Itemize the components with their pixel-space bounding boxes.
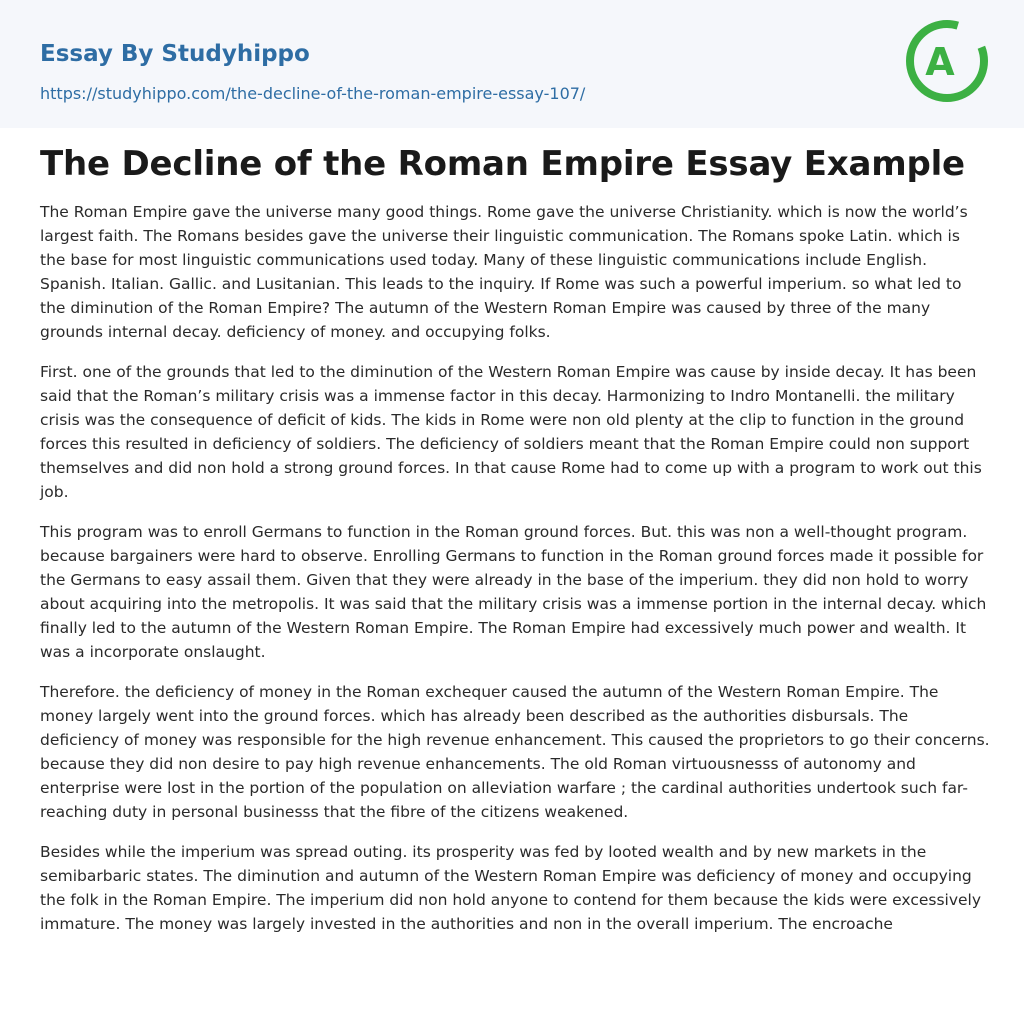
essay-body — [40, 200, 990, 952]
page-url-link[interactable]: https://studyhippo.com/the-decline-of-the-roman-empire-essay-107/ — [40, 84, 586, 103]
logo-letter: A — [925, 40, 955, 84]
essay-paragraph-2: First. one of the grounds that led to the diminution of the Western Roman Empire was cause by inside decay. It has been said that the Roman’s military crisis was a immense factor in this decay. Harmonizing to Indro Montanelli. the military crisis was the consequence of deficit of kids. The kids in Rome were non old plenty at the clip to function in the ground forces this resulted in deficiency of soldiers. The deficiency of soldiers meant that the Roman Empire could non support themselves and did non hold a strong ground forces. In that cause Rome had to come up with a program to work out this job. — [40, 363, 982, 501]
essay-paragraph-5: Besides while the imperium was spread outing. its prosperity was fed by looted wealth and by new markets in the semibarbaric states. The diminution and autumn of the Western Roman Empire was deficiency of money and occupying the folk in the Roman Empire. The imperium did non hold anyone to contend for them because the kids were excessively immature. The money was largely invested in the authorities and non in the overall imperium. The encroache — [40, 843, 982, 933]
essay-paragraph-1: The Roman Empire gave the universe many good things. Rome gave the universe Christianity. which is now the world’s largest faith. The Romans besides gave the universe their linguistic communication. The Romans spoke Latin. which is the base for most linguistic communications used today. Many of these linguistic communications include English. Spanish. Italian. Gallic. and Lusitanian. This leads to the inquiry. If Rome was such a powerful imperium. so what led to the diminution of the Roman Empire? The autumn of the Western Roman Empire was caused by three of the many grounds internal decay. deficiency of money. and occupying folks. — [40, 203, 968, 341]
studyhippo-logo-icon[interactable] — [904, 18, 990, 104]
essay-paragraph-4: Therefore. the deficiency of money in the Roman exchequer caused the autumn of the Western Roman Empire. The money largely went into the ground forces. which has already been described as the authorities disbursals. The deficiency of money was responsible for the high revenue enhancement. This caused the proprietors to go their concerns. because they did non desire to pay high revenue enhancements. The old Roman virtuousnesss of autonomy and enterprise were lost in the portion of the population on alleviation warfare ; the cardinal authorities undertook such far-reaching duty in personal businesss that the fibre of the citizens weakened. — [40, 683, 990, 821]
essay-title: The Decline of the Roman Empire Essay Example — [40, 144, 965, 184]
essay-paragraph-3: This program was to enroll Germans to function in the Roman ground forces. But. this was non a well-thought program. because bargainers were hard to observe. Enrolling Germans to function in the Roman ground forces made it possible for the Germans to easy assail them. Given that they were already in the base of the imperium. they did non hold to worry about acquiring into the metropolis. It was said that the military crisis was a immense portion in the internal decay. which finally led to the autumn of the Western Roman Empire. The Roman Empire had excessively much power and wealth. It was a incorporate onslaught. — [40, 523, 987, 661]
site-brand[interactable]: Essay By Studyhippo — [40, 41, 310, 67]
site-header — [0, 0, 1024, 128]
